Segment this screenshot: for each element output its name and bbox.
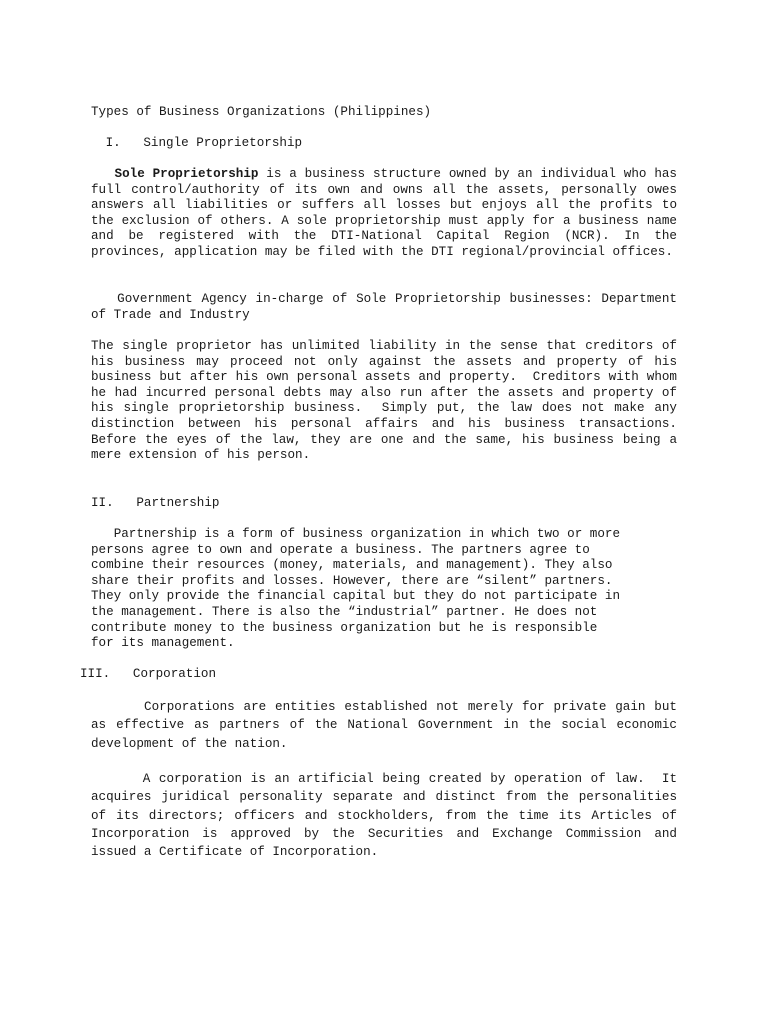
section-heading-partnership: II. Partnership: [91, 496, 220, 510]
section-heading-single-proprietorship: I. Single Proprietorship: [98, 136, 303, 150]
paragraph-partnership-definition: Partnership is a form of business organization in which two or more persons agree to own and operate a business. The partners agree to combine their resources (money, materials, and management). They also share their profits and losses. However, there are “silent” partners. They only provide the financial capital but they do not participate in the management. There is also the “industrial” partner. He does not contribute money to the business organization but he is responsible for its management.: [91, 527, 621, 651]
paragraph-corporation-purpose: Corporations are entities established not merely for private gain but as effective as partners of the National Government in the social economic development of the nation.: [91, 700, 685, 751]
paragraph-unlimited-liability: The single proprietor has unlimited liability in the sense that creditors of his business may proceed not only against the assets and property of his business but after his own personal assets and property. Creditors with whom he had incurred personal debts may also run after the assets and property of his single proprietorship business. Simply put, the law does not make any distinction between his personal affairs and his business transactions. Before the eyes of the law, they are one and the same, his business being a mere extension of his person.: [91, 339, 693, 463]
section-heading-corporation: III. Corporation: [80, 667, 217, 681]
paragraph-indent: [91, 167, 115, 181]
paragraph-corporation-definition: A corporation is an artificial being created by operation of law. It acquires juridical personality separate and distinct from the personalities of its directors; officers and stockholders, from the time its Articles of Incorporation is approved by the Securities and Exchange Commission and issued a Certificate of Incorporation.: [91, 772, 685, 860]
document-title: Types of Business Organizations (Philippines): [91, 105, 432, 119]
definition-text: is a business structure owned by an individual who has full control/authority of its own and owns all the assets, personally owes answers all liabilities or suffers all losses but enjoys all the profits to the exclusion of others. A sole proprietorship must apply for a business name and be registered with the DTI-National Capital Region (NCR). In the provinces, application may be filed with the DTI regional/provincial offices.: [91, 167, 685, 259]
paragraph-sole-proprietorship-definition: [91, 167, 685, 261]
paragraph-government-agency: Government Agency in-charge of Sole Proprietorship businesses: Department of Trade and Industry: [91, 292, 685, 322]
term-sole-proprietorship: Sole Proprietorship: [114, 167, 259, 181]
